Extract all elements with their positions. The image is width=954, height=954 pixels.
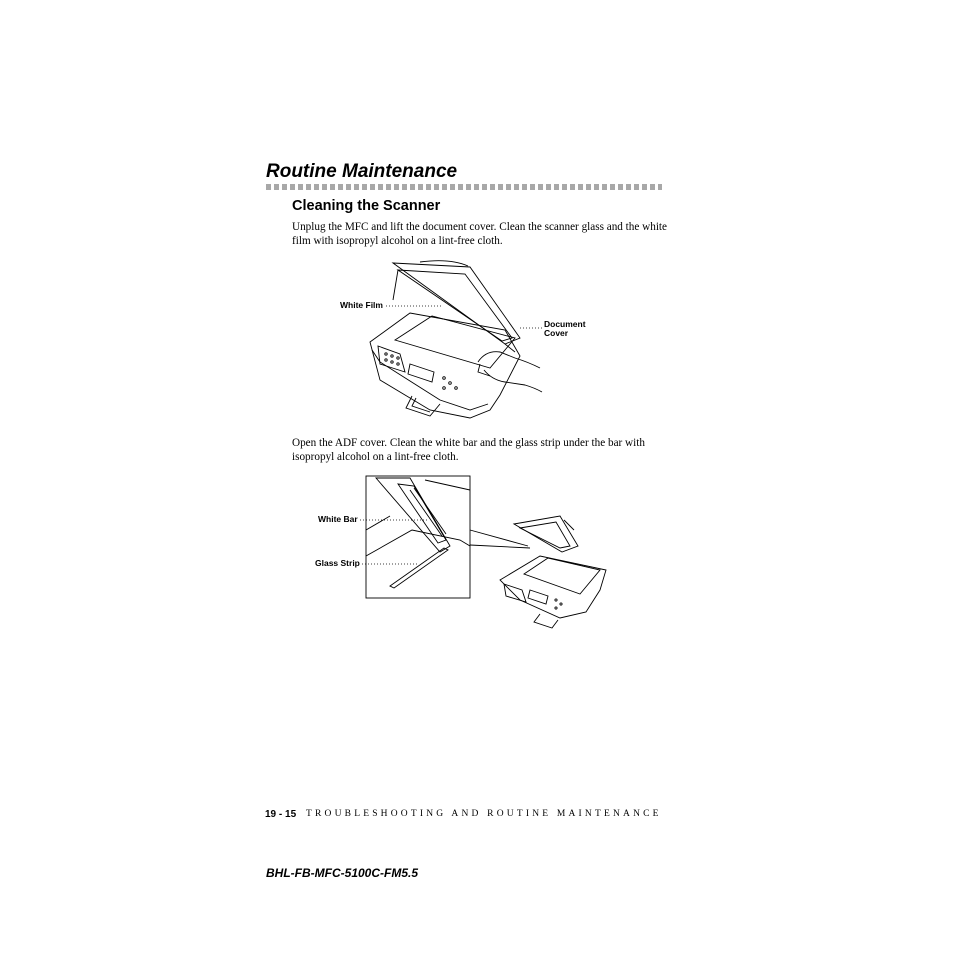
- label-white-film: White Film: [340, 300, 383, 310]
- label-cover: Cover: [544, 328, 569, 338]
- label-glass-strip: Glass Strip: [315, 558, 360, 568]
- chapter-title: TROUBLESHOOTING AND ROUTINE MAINTENANCE: [306, 809, 662, 819]
- section-divider: [266, 184, 662, 190]
- subsection-title: Cleaning the Scanner: [292, 198, 441, 214]
- instruction-paragraph-1: Unplug the MFC and lift the document cover. Clean the scanner glass and the white film with isopropyl alcohol on a lint-free cloth.: [292, 221, 668, 247]
- label-white-bar: White Bar: [318, 514, 358, 524]
- instruction-paragraph-2: Open the ADF cover. Clean the white bar and the glass strip under the bar with isopropyl alcohol on a lint-free cloth.: [292, 437, 645, 463]
- document-id: BHL-FB-MFC-5100C-FM5.5: [266, 866, 419, 880]
- page-number: 19 - 15: [265, 809, 297, 820]
- section-title: Routine Maintenance: [266, 161, 458, 182]
- label-document: Document: [544, 319, 586, 329]
